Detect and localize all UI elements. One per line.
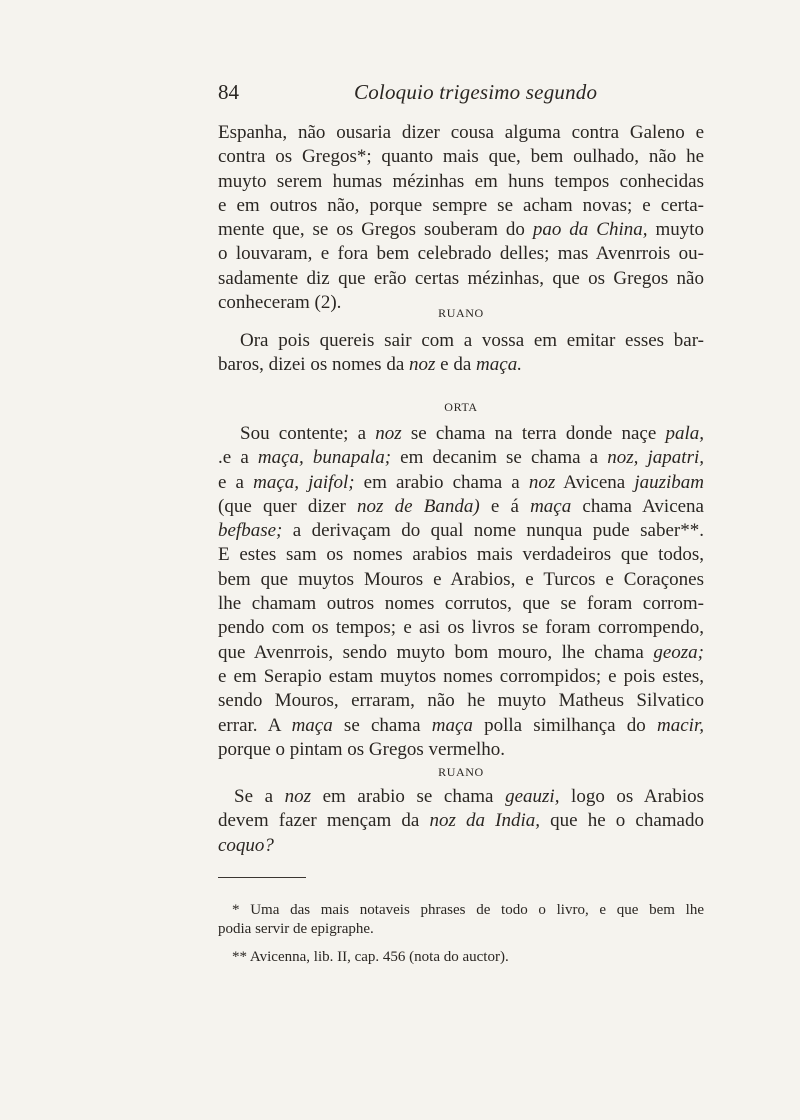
paragraph-1 (218, 121, 704, 315)
paragraph-3 (218, 422, 704, 762)
text-line: que Avenrrois, sendo muyto bom mouro, lhe chama geoza; (218, 641, 704, 663)
text-line: befbase; a derivaçam do qual nome nunqua pude saber**. (218, 520, 704, 542)
text-line: sendo Mouros, erraram, não he muyto Matheus Silvatico (218, 690, 704, 712)
text-line: lhe chamam outros nomes corrutos, que se foram corrom- (218, 593, 704, 615)
text-line: e em Serapio estam muytos nomes corrompidos; e pois estes, (218, 665, 704, 687)
text-line: Sou contente; a noz se chama na terra donde naçe pala, (240, 423, 704, 444)
text-line: Espanha, não ousaria dizer cousa alguma contra Galeno e (218, 122, 704, 143)
text-line: sadamente diz que erão certas mézinhas, que os Gregos não (218, 267, 704, 289)
footnote-line: ** Avicenna, lib. II, cap. 456 (nota do auctor). (232, 949, 509, 965)
text-line: e em outros não, porque sempre se acham novas; e certa- (218, 194, 704, 216)
text-line: porque o pintam os Gregos vermelho. (218, 738, 506, 760)
footnote-separator (218, 877, 306, 878)
text-line: mente que, se os Gregos souberam do pao da China, muyto (218, 219, 705, 241)
footnotes (218, 901, 704, 967)
text-line: pendo com os tempos; e asi os livros se foram corrompendo, (218, 617, 704, 639)
text-line: errar. A maça se chama maça polla similhança do macir, (218, 714, 704, 736)
speaker-label: RUANO (438, 306, 484, 320)
page-number: 84 (218, 80, 239, 104)
text-line: e a maça, jaifol; em arabio chama a noz Avicena jauzibam (218, 471, 704, 493)
text-line: o louvaram, e fora bem celebrado delles; mas Avenrrois ou- (218, 243, 704, 265)
footnote-line: podia servir de epigraphe. (218, 921, 374, 937)
text-line: (que quer dizer noz de Banda) e á maça chama Avicena (218, 495, 704, 517)
text-line: contra os Gregos*; quanto mais que, bem oulhado, não he (218, 146, 704, 168)
text-line: Ora pois quereis sair com a vossa em emitar esses bar- (240, 330, 704, 351)
paragraph-4 (218, 785, 704, 858)
running-title: Coloquio trigesimo segundo (354, 80, 598, 104)
page-header (218, 80, 708, 108)
footnote-line: * Uma das mais notaveis phrases de todo o livro, e que bem lhe (232, 902, 704, 918)
speaker-label: RUANO (438, 765, 484, 779)
text-line: .e a maça, bunapala; em decanim se chama a noz, japatri, (218, 447, 705, 469)
text-line: devem fazer mençam da noz da India, que he o chamado (218, 810, 704, 832)
speaker-label: ORTA (444, 400, 478, 414)
text-line: Se a noz em arabio se chama geauzi, logo os Arabios (234, 786, 705, 807)
paragraph-2 (218, 329, 704, 378)
text-line: muyto serem humas mézinhas em huns tempos conhecidas (218, 170, 704, 192)
text-line: conheceram (2). (218, 292, 342, 314)
text-line: bem que muytos Mouros e Arabios, e Turcos e Coraçones (218, 568, 704, 590)
text-line: E estes sam os nomes arabios mais verdadeiros que todos, (218, 544, 704, 566)
text-line: baros, dizei os nomes da noz e da maça. (218, 354, 522, 376)
text-line: coquo? (218, 834, 274, 856)
